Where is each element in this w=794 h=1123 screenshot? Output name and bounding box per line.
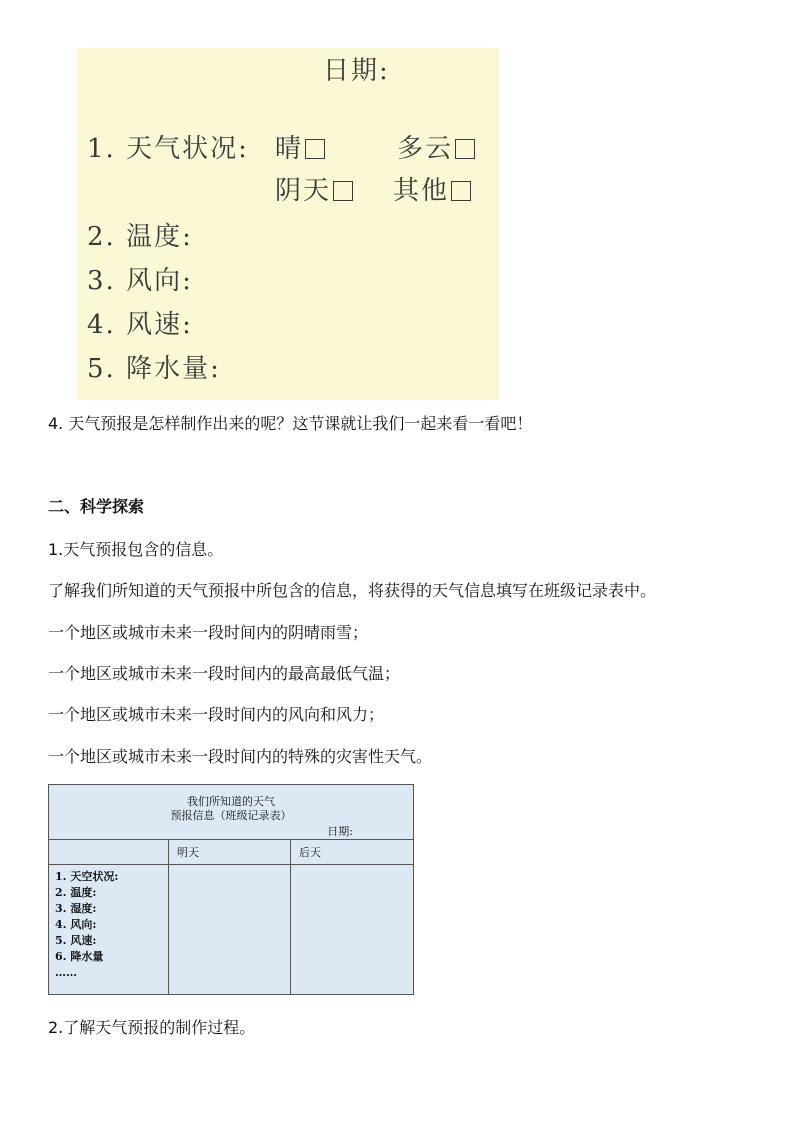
option-sunny xyxy=(275,136,325,162)
table-item-ellipsis: …… xyxy=(55,966,77,979)
option-other-checkbox xyxy=(451,181,471,201)
table-item-wind-speed: 5. 风速: xyxy=(55,934,97,947)
subsection-2-title: 2.了解天气预报的制作过程。 xyxy=(48,1018,256,1037)
cell-day-after-values xyxy=(291,865,414,995)
record-table-title-line1: 我们所知道的天气 xyxy=(187,795,275,808)
cell-tomorrow-values xyxy=(169,865,291,995)
column-header-day-after-tomorrow: 后天 xyxy=(291,840,414,865)
table-item-precipitation: 6. 降水量 xyxy=(55,950,104,963)
record-table-title-line2: 预报信息（班级记录表） xyxy=(170,809,292,822)
option-overcast xyxy=(275,178,353,204)
subsection-1-title: 1.天气预报包含的信息。 xyxy=(48,540,224,559)
record-table-date-label: 日期: xyxy=(327,825,353,838)
card-date-label: 日期: xyxy=(323,56,390,86)
section-title: 二、科学探索 xyxy=(48,497,145,516)
info-item-4: 一个地区或城市未来一段时间内的特殊的灾害性天气。 xyxy=(48,747,433,766)
info-item-1: 一个地区或城市未来一段时间内的阴晴雨雪； xyxy=(48,623,369,642)
subsection-1-description: 了解我们所知道的天气预报中所包含的信息，将获得的天气信息填写在班级记录表中。 xyxy=(48,581,657,600)
info-item-2: 一个地区或城市未来一段时间内的最高最低气温； xyxy=(48,664,401,683)
table-item-temperature: 2. 温度: xyxy=(55,886,97,899)
card-item-weather-condition: 1. 天气状况: xyxy=(87,134,249,164)
record-table-header xyxy=(49,785,414,840)
record-table-empty-header xyxy=(49,840,169,865)
option-sunny-checkbox xyxy=(305,139,325,159)
record-table-item-list xyxy=(49,865,169,995)
option-sunny-label: 晴 xyxy=(275,134,304,164)
option-overcast-label: 阴天 xyxy=(275,176,332,206)
table-item-humidity: 3. 湿度: xyxy=(55,902,97,915)
card-item-precipitation: 5. 降水量: xyxy=(87,354,221,384)
class-record-table xyxy=(48,784,414,995)
option-cloudy xyxy=(397,136,475,162)
info-item-3: 一个地区或城市未来一段时间内的风向和风力； xyxy=(48,705,385,724)
option-other-label: 其他 xyxy=(393,176,450,206)
table-item-wind-direction: 4. 风向: xyxy=(55,918,97,931)
table-item-sky-condition: 1. 天空状况: xyxy=(55,870,119,883)
card-item-temperature: 2. 温度: xyxy=(87,222,193,252)
option-overcast-checkbox xyxy=(333,181,353,201)
option-cloudy-checkbox xyxy=(455,139,475,159)
column-header-tomorrow: 明天 xyxy=(169,840,291,865)
option-other xyxy=(393,178,471,204)
card-item-wind-direction: 3. 风向: xyxy=(87,266,193,296)
option-cloudy-label: 多云 xyxy=(397,134,454,164)
weather-record-card xyxy=(77,48,499,400)
card-item-wind-speed: 4. 风速: xyxy=(87,310,193,340)
paragraph-intro-question: 4. 天气预报是怎样制作出来的呢？这节课就让我们一起来看一看吧！ xyxy=(48,414,533,433)
